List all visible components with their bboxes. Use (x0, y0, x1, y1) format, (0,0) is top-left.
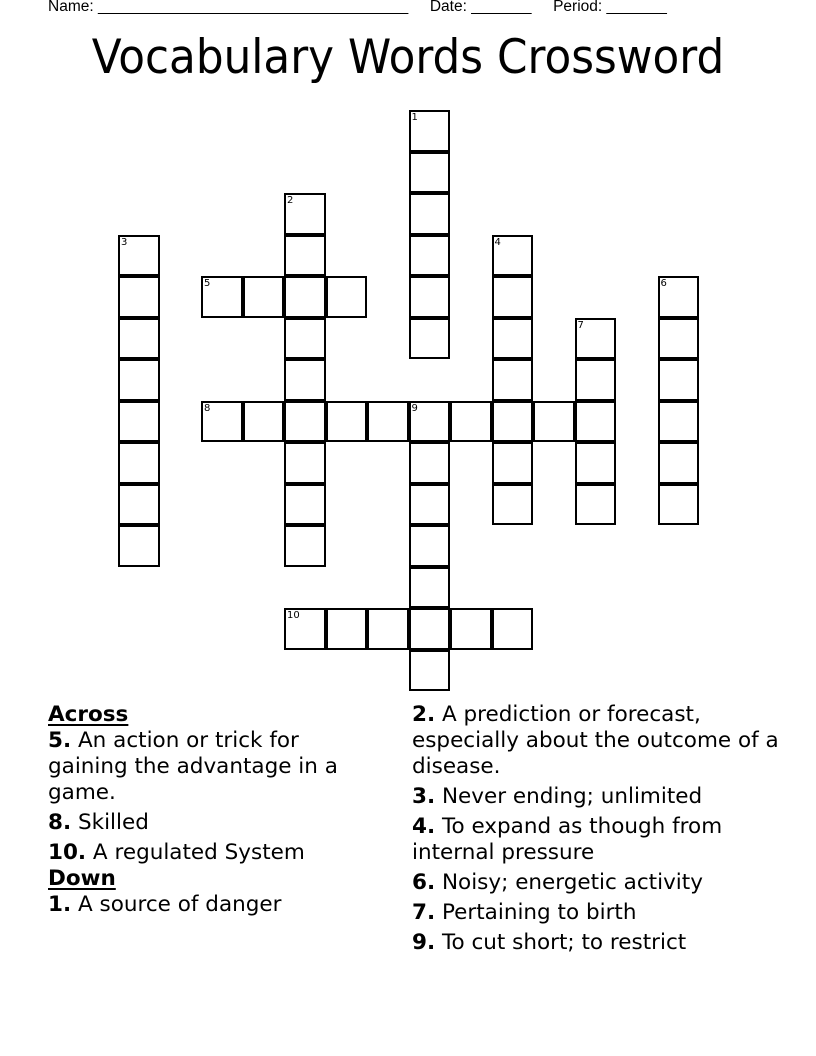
cell-clue-number: 7 (577, 319, 584, 331)
down-heading: Down (48, 866, 116, 891)
crossword-cell[interactable] (284, 318, 326, 360)
crossword-cell[interactable] (118, 235, 160, 277)
crossword-cell[interactable] (409, 276, 451, 318)
cell-clue-number: 3 (121, 236, 128, 248)
crossword-cell[interactable] (409, 110, 451, 152)
crossword-cell[interactable] (450, 608, 492, 650)
crossword-cell[interactable] (409, 650, 451, 692)
crossword-cell[interactable] (492, 401, 534, 443)
crossword-cell[interactable] (367, 401, 409, 443)
cell-clue-number: 6 (660, 278, 667, 289)
crossword-cell[interactable] (326, 276, 368, 318)
crossword-cell[interactable] (575, 442, 617, 484)
clue-number: 8. (48, 810, 72, 835)
clues-right-column (412, 702, 792, 960)
crossword-cell[interactable] (492, 235, 534, 277)
crossword-cell[interactable] (118, 484, 160, 526)
cell-clue-number: 5 (204, 278, 211, 289)
crossword-cell[interactable] (409, 484, 451, 526)
crossword-cell[interactable] (409, 608, 451, 650)
crossword-cell[interactable] (409, 567, 451, 609)
clue-number: 3. (412, 784, 436, 809)
crossword-cell[interactable] (658, 484, 700, 526)
clue-number: 5. (48, 728, 72, 753)
crossword-cell[interactable] (284, 484, 326, 526)
crossword-cell[interactable] (118, 359, 160, 401)
crossword-cell[interactable] (118, 442, 160, 484)
clue-down-7 (412, 900, 792, 926)
clue-text: To expand as though from internal pressure (412, 814, 723, 865)
crossword-cell[interactable] (284, 525, 326, 567)
name-field-label: Name: ____________________________________ (48, 0, 409, 15)
clue-down-3 (412, 784, 792, 810)
crossword-cell[interactable] (284, 193, 326, 235)
period-field-label: Period: _______ (553, 0, 667, 15)
clue-number: 7. (412, 900, 436, 925)
clue-text: A regulated System (86, 840, 305, 865)
crossword-cell[interactable] (658, 318, 700, 360)
crossword-cell[interactable] (409, 152, 451, 194)
crossword-cell[interactable] (492, 359, 534, 401)
crossword-cell[interactable] (575, 318, 617, 360)
clue-number: 9. (412, 930, 436, 955)
clue-text: A prediction or forecast, especially about the outcome of a disease. (412, 702, 779, 779)
crossword-cell[interactable] (284, 276, 326, 318)
clue-text: Skilled (71, 810, 149, 835)
crossword-cell[interactable] (658, 401, 700, 443)
crossword-cell[interactable] (201, 276, 243, 318)
crossword-cell[interactable] (243, 276, 285, 318)
crossword-cell[interactable] (492, 276, 534, 318)
clue-text: Never ending; unlimited (435, 784, 703, 809)
crossword-cell[interactable] (409, 193, 451, 235)
crossword-cell[interactable] (575, 401, 617, 443)
crossword-cell[interactable] (326, 608, 368, 650)
clue-across-5 (48, 728, 378, 806)
crossword-cell[interactable] (284, 442, 326, 484)
crossword-cell[interactable] (284, 359, 326, 401)
clue-text: Pertaining to birth (435, 900, 637, 925)
across-heading: Across (48, 702, 129, 727)
clue-across-10 (48, 840, 378, 866)
page-title: Vocabulary Words Crossword (91, 30, 725, 85)
crossword-cell[interactable] (409, 442, 451, 484)
cell-clue-number: 9 (411, 402, 418, 414)
clue-text: Noisy; energetic activity (435, 870, 703, 895)
crossword-cell[interactable] (658, 276, 700, 318)
clue-down-6 (412, 870, 792, 896)
clue-down-1 (48, 892, 378, 918)
crossword-cell[interactable] (118, 525, 160, 567)
crossword-cell[interactable] (118, 401, 160, 443)
clue-number: 6. (412, 870, 436, 895)
clue-across-8 (48, 810, 378, 836)
crossword-cell[interactable] (284, 401, 326, 443)
clue-text: To cut short; to restrict (435, 930, 687, 955)
crossword-cell[interactable] (201, 401, 243, 443)
crossword-cell[interactable] (658, 442, 700, 484)
crossword-cell[interactable] (492, 318, 534, 360)
crossword-cell[interactable] (533, 401, 575, 443)
date-field-label: Date: _______ (429, 0, 532, 15)
cell-clue-number: 8 (204, 402, 211, 414)
crossword-cell[interactable] (575, 484, 617, 526)
crossword-cell[interactable] (658, 359, 700, 401)
crossword-cell[interactable] (492, 484, 534, 526)
clue-text: A source of danger (71, 892, 282, 917)
clues-left-column (48, 702, 378, 922)
crossword-cell[interactable] (492, 442, 534, 484)
crossword-cell[interactable] (326, 401, 368, 443)
clue-down-2 (412, 702, 792, 780)
clue-down-9 (412, 930, 792, 956)
crossword-cell[interactable] (118, 276, 160, 318)
clue-number: 10. (48, 840, 87, 865)
crossword-cell[interactable] (409, 401, 451, 443)
crossword-cell[interactable] (284, 235, 326, 277)
cell-clue-number: 2 (287, 195, 294, 206)
crossword-cell[interactable] (243, 401, 285, 443)
crossword-cell[interactable] (409, 318, 451, 360)
crossword-cell[interactable] (284, 608, 326, 650)
crossword-cell[interactable] (409, 525, 451, 567)
clue-down-4 (412, 814, 792, 866)
crossword-cell[interactable] (575, 359, 617, 401)
cell-clue-number: 4 (494, 236, 501, 248)
clue-number: 4. (412, 814, 436, 839)
crossword-cell[interactable] (492, 608, 534, 650)
crossword-cell[interactable] (118, 318, 160, 360)
cell-clue-number: 10 (287, 610, 300, 621)
crossword-cell[interactable] (367, 608, 409, 650)
crossword-cell[interactable] (450, 401, 492, 443)
clue-number: 1. (48, 892, 72, 917)
cell-clue-number: 1 (411, 112, 418, 123)
crossword-cell[interactable] (409, 235, 451, 277)
clue-text: An action or trick for gaining the advantage in a game. (48, 728, 338, 805)
clue-number: 2. (412, 702, 436, 727)
